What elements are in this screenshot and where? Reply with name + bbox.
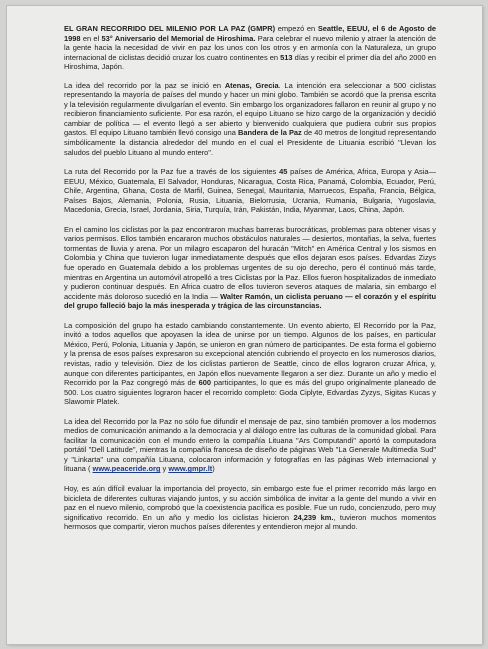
paragraph-p1 bbox=[64, 24, 436, 72]
bold-text: EL GRAN RECORRIDO DEL MILENIO POR LA PAZ (GMPR) bbox=[64, 24, 276, 33]
bold-text: Walter Ramón, un ciclista peruano — el corazón y el espíritu del grupo falleció bajo la más inesperada y trágica de las circunstancias. bbox=[64, 291, 436, 311]
text-run: La idea del Recorrido por la Paz no sólo fue difundir el mensaje de paz, sino también promover a los modernos medios de comunicación animando a la democracia y al diálogo entre las culturas de la comunidad global. Para facilitar la comunicación con el mundo entero la compañía Lituana "Ars Computandi" aportó la computadora portátil "Dell Latitude", mientras la compañía francesa de diseño de páginas Web "La Generale Multimedia Sud" y "Linkarta" una compañía Lituana, colocaron información y fotografías en las páginas Web internacional y lituana ( bbox=[64, 416, 436, 474]
bold-text: 24,239 km. bbox=[293, 512, 334, 522]
text-run: , tuvieron muchos momentos hermosos que compartir, vieron muchos países diferentes y entendieron mejor al mundo. bbox=[64, 512, 436, 532]
bold-text: Atenas, Grecia bbox=[224, 80, 279, 90]
paragraph-p3 bbox=[64, 167, 436, 215]
text-run: . La intención era seleccionar a 500 ciclistas representando la mayoría de países del mundo y hacer un mini globo. También se acordó que la prensa escrita y la televisión regularmente divulgarían el evento. Sin embargo los organizadores fallaron en reunir al grupo y no recibieron financiamiento suficiente. Por esa razón, el equipo Lituano se hizo cargo de la organización y decidió cambiar de política — el evento llegó a ser abierto y bienvenido cualquiera que pudiera cubrir sus propios gastos. El equipo Lituano también llevó consigo una bbox=[64, 80, 436, 138]
text-run: países de América, Africa, Europa y Asia— EEUU, México, Guatemala, El Salvador, Honduras, Nicaragua, Costa Rica, Panamá, Colombia, Ecuador, Perú, Chile, Argentina, Ghana, Costa de Marfil, Guinea, Senegal, Mauritania, Marruecos, España, Francia, Bélgica, Países Bajos, Alemania, Polonia, Rusia, Lituania, Bielorrusia, Ucrania, Rumania, Bulgaria, Yugoslavia, Macedonia, Grecia, Israel, Jordania, Siria, Turquía, Irán, Pakistán, India, Myanmar, Laos, China, Japón. bbox=[64, 167, 436, 215]
text-run: Hoy, es aún difícil evaluar la importancia del proyecto, sin embargo este fue el primer recorrido más largo en bicicleta de diferentes culturas viajando juntos, y su acción simbólica de invitar a la gente del mundo a vivir en paz en el nuevo milenio, comprobó que la coexistencia pacífica es posible. Fue un rudo, concienzudo, pero muy significativo recorrido. En un año y medio los ciclistas hicieron bbox=[64, 483, 436, 522]
bold-text: Seattle, EEUU, el 6 de Agosto de 1998 bbox=[64, 24, 437, 43]
paragraph-p5 bbox=[64, 321, 436, 407]
text-run: Para celebrar el nuevo milenio y atraer la atención de la gente hacia la necesidad de vivir en paz los unos con los otros y en armonía con la Naturaleza, un grupo internacional de ciclistas decidió cruzar los cuatro continentes en bbox=[64, 33, 436, 62]
text-run: La idea del recorrido por la paz se inició en bbox=[64, 80, 225, 90]
text-run: y bbox=[160, 464, 169, 474]
text-run: participantes, lo que es más del grupo originalmente planeado de 500. Los cuatro siguientes lograron hacer el recorrido completo: Goda Ciplyte, Edvardas Zyzys, Sigitas Kucas y Slawomir Platek. bbox=[64, 378, 436, 407]
text-run: La ruta del Recorrido por la Paz fue a través de los siguientes bbox=[64, 167, 280, 177]
text-run: en el bbox=[80, 33, 102, 43]
paragraph-p4 bbox=[64, 225, 436, 311]
bold-text: 513 bbox=[280, 52, 293, 62]
bold-text: 600 bbox=[198, 378, 212, 388]
paragraph-p6 bbox=[64, 417, 436, 474]
text-run: de 40 metros de longitud representando simbólicamente la distancia alrededor del mundo en el cual el Presidente de Lituania escribió "Llevan los saludos del pueblo Lituano al mundo entero". bbox=[64, 128, 436, 157]
text-run: días y recibir el primer día del año 2000 en Hiroshima, Japón. bbox=[64, 52, 437, 72]
bold-text: Bandera de la Paz bbox=[237, 128, 302, 138]
web-link[interactable]: www.gmpr.lt bbox=[168, 464, 213, 474]
paragraph-p2 bbox=[64, 81, 436, 157]
document-body bbox=[64, 24, 436, 542]
bold-text: 45 bbox=[279, 167, 288, 177]
text-run: ) bbox=[212, 464, 215, 474]
web-link[interactable]: www.peaceride.org bbox=[92, 464, 161, 474]
bold-text: 53° Aniversario del Memorial de Hiroshima. bbox=[101, 33, 256, 43]
text-run: empezó en bbox=[275, 24, 318, 33]
text-run: La composición del grupo ha estado cambiando constantemente. Un evento abierto, El Recorrido por la Paz, invitó a todos aquellos que apoyasen la idea de unirse por un tiempo. Algunos de los países, en particular México, Perú, Polonia, Lituania y Japón, se unieron en gran número de participantes. De esta forma el gobierno y la prensa de esos países expresaron su excepcional atención cubriendo el proyecto en los numerosos diarios, revistas, radio y televisión. Diez de los ciclistas partieron de Seattle, cinco de ellos lograron cruzar Africa, y, aunque con diferentes participantes, en Japón ellos nuevamente llegaron a ser diez. Durante un año y medio el Recorrido por la Paz congregó más de bbox=[64, 320, 436, 388]
document-page bbox=[7, 6, 482, 644]
text-run: En el camino los ciclistas por la paz encontraron muchas barreras burocráticas, problemas para obtener visas y varios permisos. Ellos también encararon muchos obstáculos naturales — desiertos, montañas, la selva, fuertes tormentas de lluvia y arena. Por un milagro escaparon del huracán "Mitch" en América Central y los sismos en Colombia y China que tuvieron lugar inmediatamente después que ellos dejaran esos países. Edvardas Zizys fue operado en Guatemala debido a los problemas urgentes de su ojo derecho, pero él continuó más tarde, mientras en Argentina un automóvil atropelló a tres Ciclistas por la Paz. Ellos fueron hospitalizados de inmediato y pudieron continuar después. En Africa cuatro de ellos tuvieron severos ataques de malaria, sin embargo el accidente más doloroso sucedió en la India — bbox=[64, 224, 436, 301]
paragraph-p7 bbox=[64, 484, 436, 532]
